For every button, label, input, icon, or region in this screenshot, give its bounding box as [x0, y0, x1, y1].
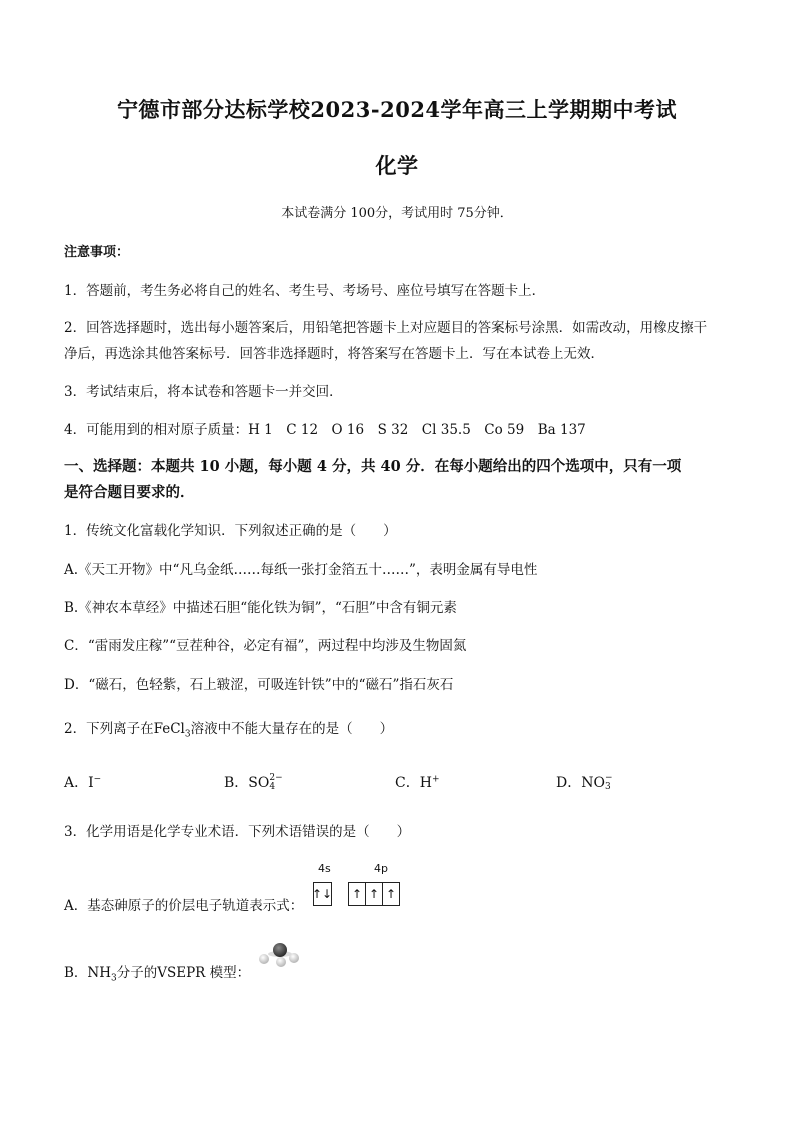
q1-stem: 1．传统文化富载化学知识．下列叙述正确的是（ ） — [64, 523, 397, 539]
q1-option-d: D．“磁石，色轻紫，石上皲涩，可吸连针铁”中的“磁石”指石灰石 — [64, 677, 454, 693]
orbital-label-4s: 4s — [318, 862, 331, 875]
nh3-vsepr-model-image — [254, 940, 306, 972]
section-heading-line-1: 一、选择题：本题共 10 小题，每小题 4 分，共 40 分．在每小题给出的四个选项中，只有一项 — [64, 458, 682, 475]
arsenic-orbital-diagram — [313, 862, 423, 908]
q3-stem: 3．化学用语是化学专业术语．下列术语错误的是（ ） — [64, 824, 411, 840]
notice-item-2-line-2: 净后，再选涂其他答案标号．回答非选择题时，将答案写在答题卡上．写在本试卷上无效． — [64, 346, 604, 362]
notice-item-4: 4．可能用到的相对原子质量：H 1 C 12 O 16 S 32 Cl 35.5 Co 59 Ba 137 — [64, 422, 586, 438]
q2-option-c: C．H+ — [395, 774, 440, 791]
orbital-cell-4p-2: ↑ — [366, 883, 383, 905]
exam-title: 宁德市部分达标学校2023-2024学年高三上学期期中考试 — [116, 97, 678, 122]
exam-note: 本试卷满分 100分，考试用时 75分钟． — [281, 206, 513, 221]
notice-item-1: 1．答题前，考生务必将自己的姓名、考生号、考场号、座位号填写在答题卡上． — [64, 283, 546, 299]
orbital-cell-4p-3: ↑ — [385, 887, 397, 901]
q2-option-a: A．I− — [64, 774, 102, 791]
q2-option-d: D．NO − 3 — [556, 773, 613, 792]
orbital-box-4p — [348, 882, 400, 906]
q3-option-b: B．$NH_3$分子的VSEPR 模型： — [64, 965, 251, 984]
q1-option-b: B.《神农本草经》中描述石胆“能化铁为铜”，“石胆”中含有铜元素 — [64, 600, 457, 616]
orbital-label-4p: 4p — [374, 862, 388, 875]
q2-stem: 2．下列离子在FeCl$_3$溶液中不能大量存在的是（ ） — [64, 721, 394, 740]
notice-item-3: 3．考试结束后，将本试卷和答题卡一并交回． — [64, 384, 343, 400]
section-heading-line-2: 是符合题目要求的． — [64, 484, 195, 501]
orbital-box-4s — [313, 882, 332, 906]
q2-option-b: B．SO 2− 4 — [224, 773, 283, 792]
fecl3-formula: FeCl$_3$ — [153, 721, 191, 740]
q1-option-a: A.《天工开物》中“凡乌金纸……每纸一张打金箔五十……”，表明金属有导电性 — [64, 562, 538, 578]
q1-option-c: C．“雷雨发庄稼”“豆茬种谷，必定有福”，两过程中均涉及生物固氮 — [64, 638, 467, 654]
orbital-cell-4p-1: ↑ — [349, 883, 366, 905]
notice-item-2-line-1: 2．回答选择题时，选出每小题答案后，用铅笔把答题卡上对应题目的答案标号涂黑．如需改动，用橡皮擦干 — [64, 320, 708, 336]
subject-title: 化学 — [375, 153, 419, 178]
q3-option-a: A．基态砷原子的价层电子轨道表示式： — [64, 898, 304, 914]
orbital-cell-4s: ↑↓ — [311, 887, 333, 901]
notice-heading: 注意事项： — [64, 245, 130, 260]
